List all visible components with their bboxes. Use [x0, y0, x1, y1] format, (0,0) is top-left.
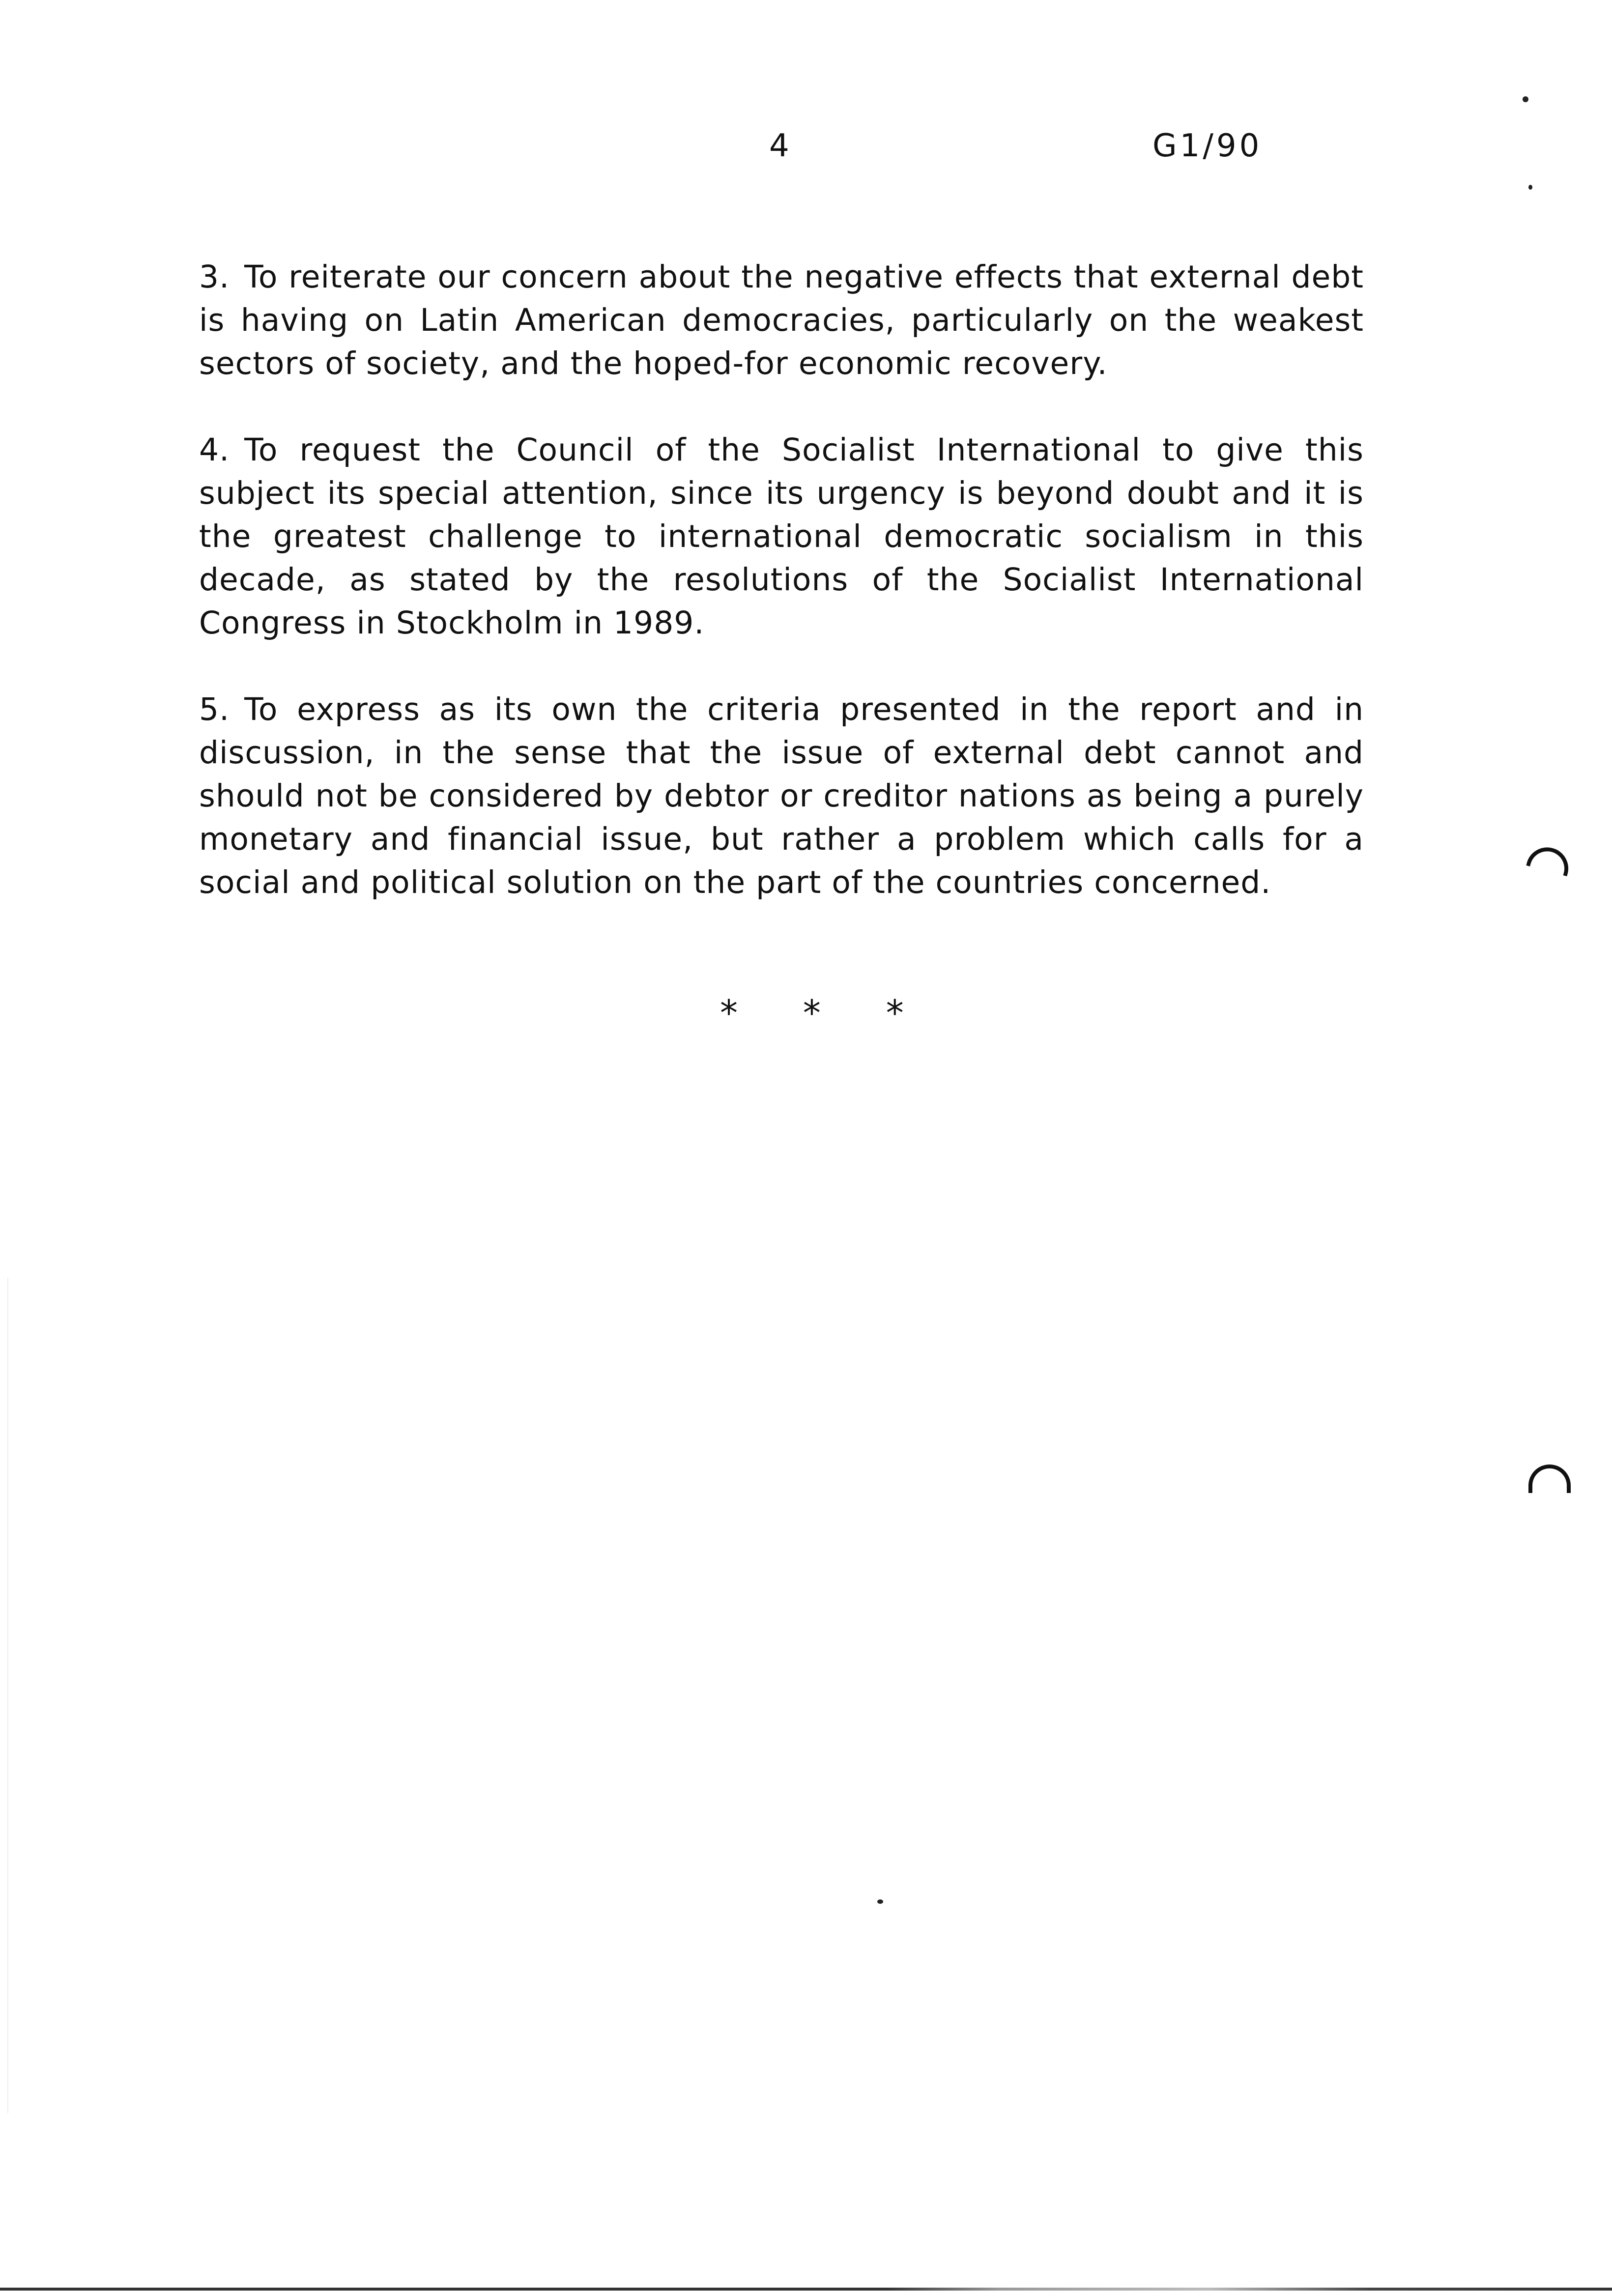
paragraph-number: 3.	[199, 259, 230, 295]
paragraph-5	[199, 688, 1364, 904]
scan-speck	[1523, 96, 1528, 102]
paragraph-number: 4.	[199, 432, 230, 468]
scan-speck	[1528, 185, 1532, 190]
paragraph-text: To express as its own the criteria presented in the report and in discussion, in the sense that the issue of external debt cannot and should not be considered by debtor or creditor nations as being a purely monetary and financial issue, but rather a problem which calls for a social and political solution on the part of the countries concerned.	[199, 691, 1364, 900]
paragraph-text: To reiterate our concern about the negative effects that external debt is having on Latin American democracies, particularly on the weakest sectors of society, and the hoped-for economic recovery.	[199, 259, 1364, 381]
paragraph-number: 5.	[199, 691, 230, 727]
scan-speck	[877, 1899, 883, 1904]
bottom-rule	[0, 2288, 1612, 2291]
paragraph-text: To request the Council of the Socialist International to give this subject its special attention, since its urgency is beyond doubt and it is the greatest challenge to international democratic socialism in this decade, as stated by the resolutions of the Socialist International Congress in Stockholm in 1989.	[199, 432, 1364, 641]
document-body	[199, 256, 1364, 947]
scan-edge	[7, 1278, 8, 2113]
document-reference: G1/90	[1152, 128, 1263, 164]
punch-hole-mark	[1526, 843, 1573, 877]
paragraph-4	[199, 429, 1364, 645]
punch-hole-mark	[1528, 1464, 1571, 1493]
page-number: 4	[769, 128, 790, 164]
paragraph-3	[199, 256, 1364, 385]
section-separator: * * *	[720, 992, 931, 1033]
